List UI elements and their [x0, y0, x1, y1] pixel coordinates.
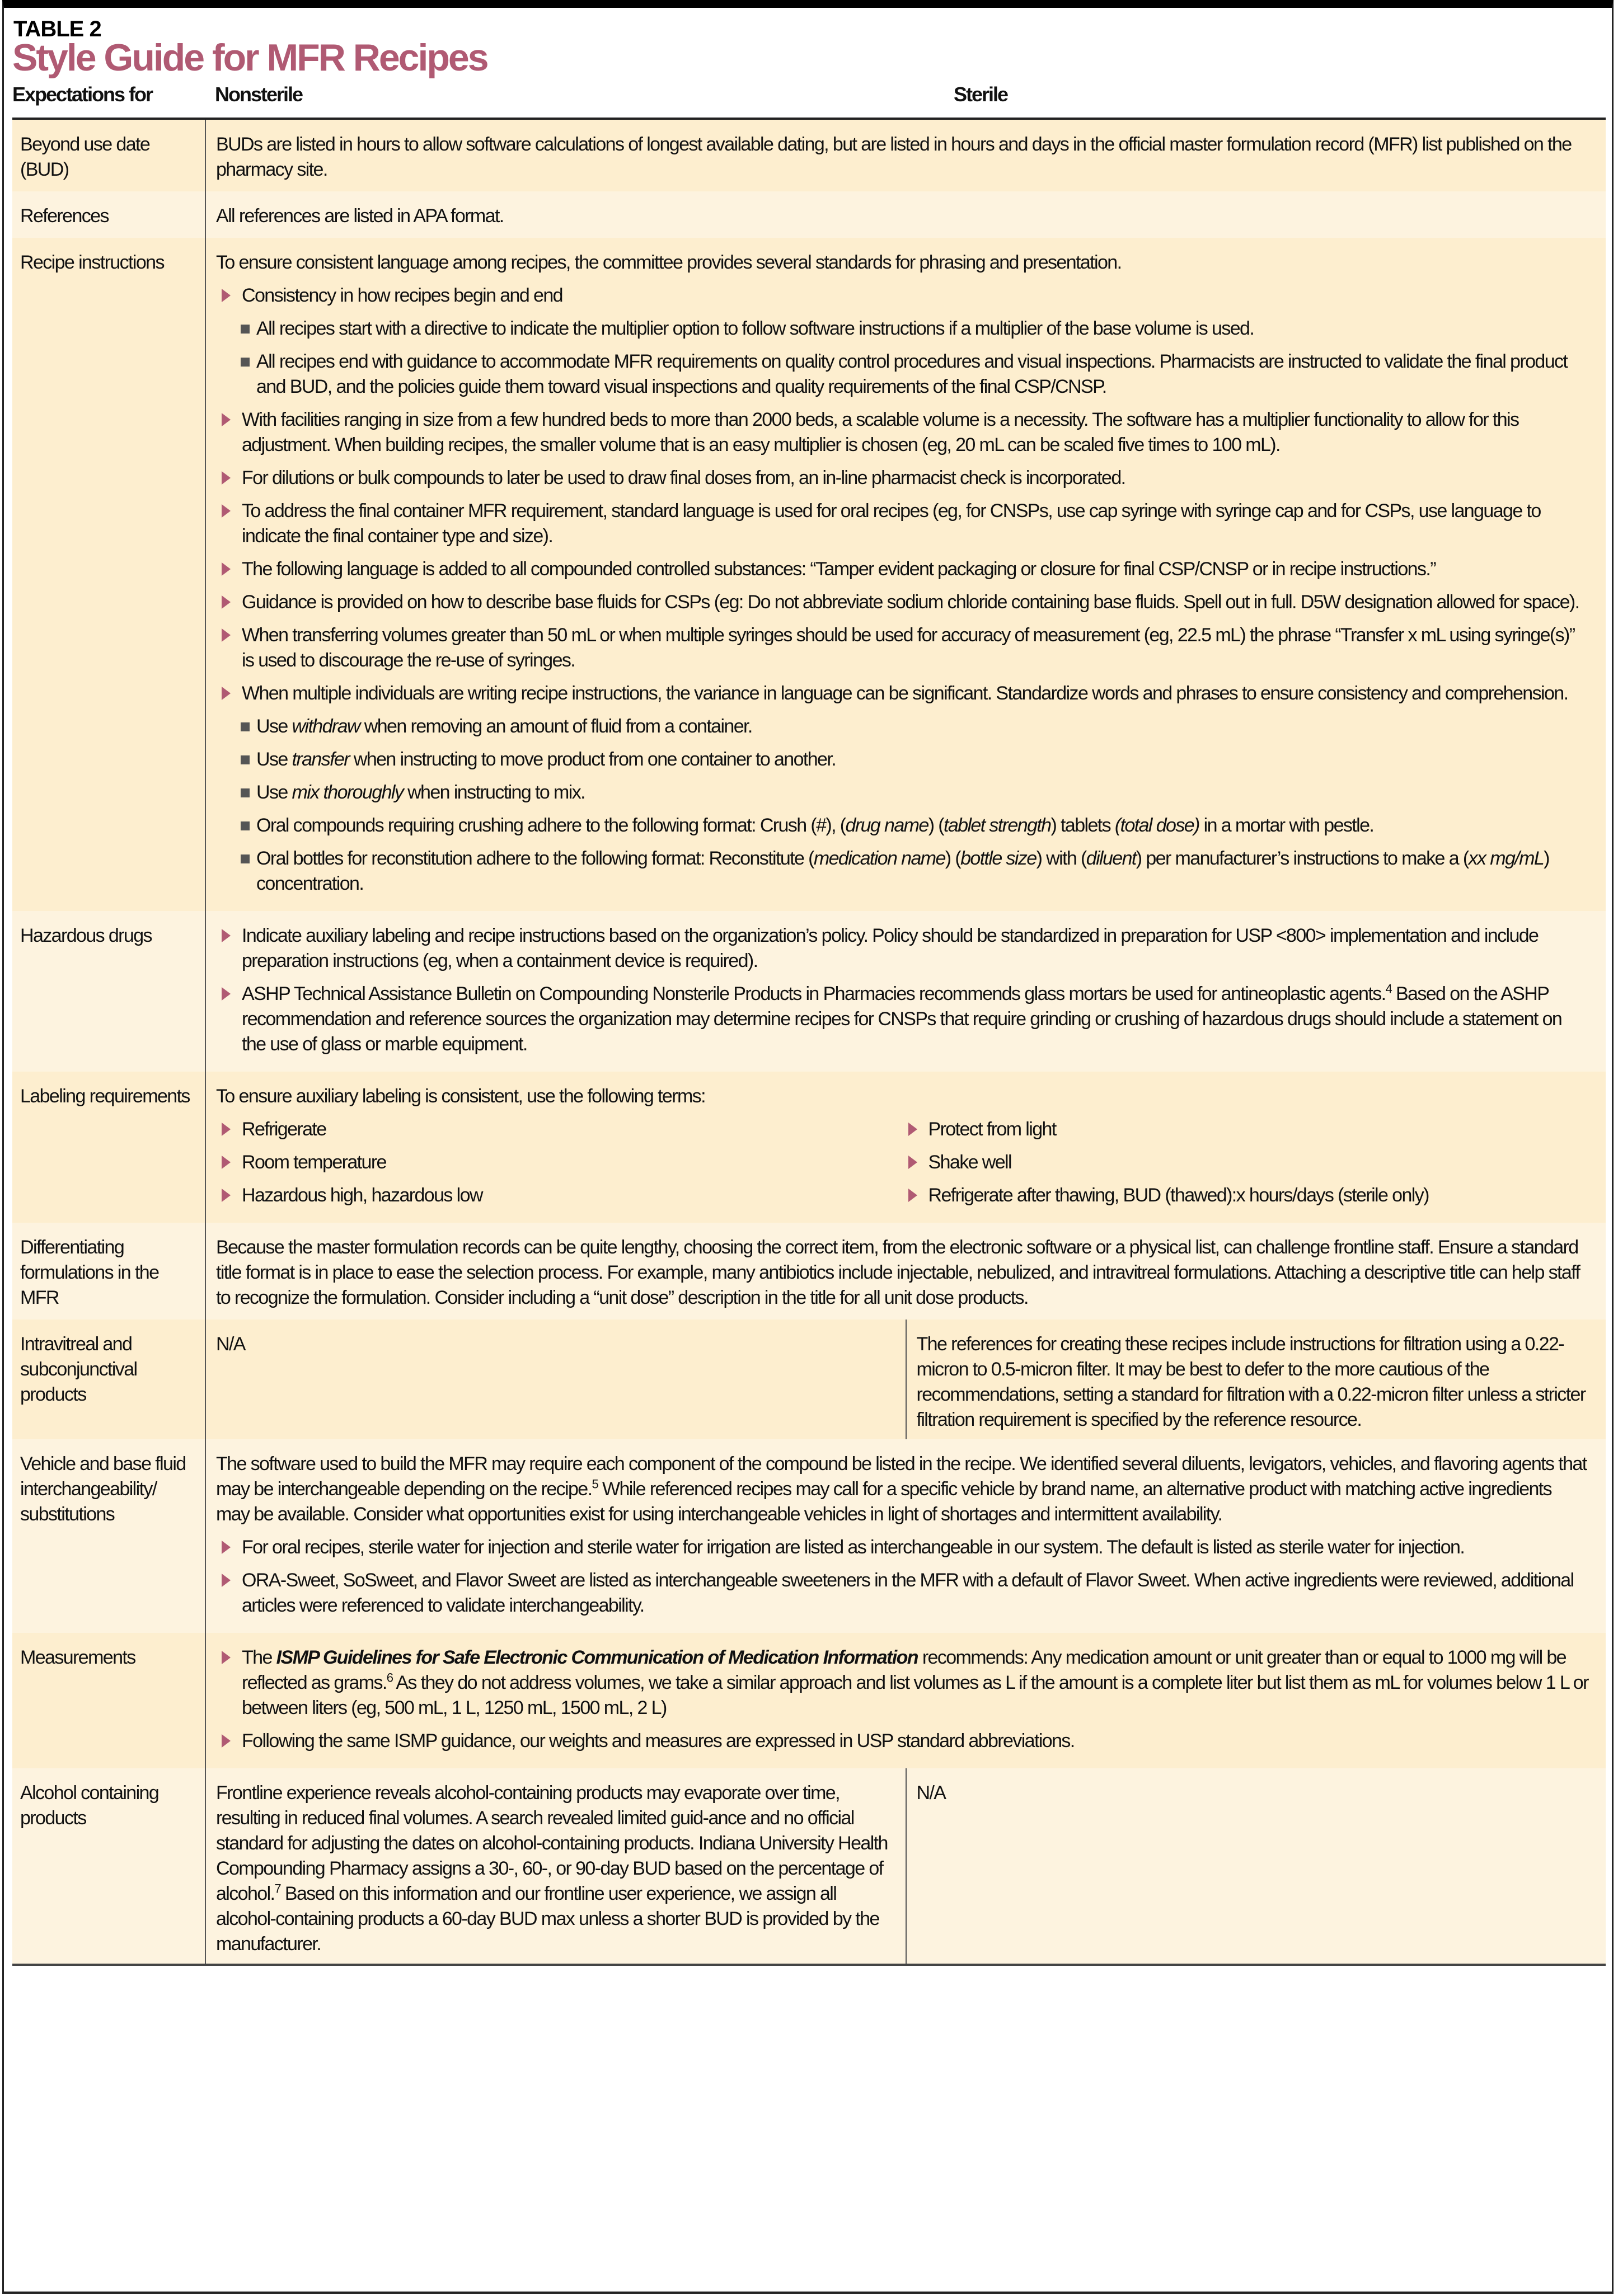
triangle-bullet-icon — [222, 1123, 231, 1136]
square-bullet-icon — [241, 821, 250, 830]
table-row-labeling-requirements — [12, 1072, 1606, 1223]
column-header-expectations: Expectations for — [12, 83, 153, 106]
triangle-bullet-icon — [908, 1189, 917, 1202]
table-row-differentiating-formulations — [12, 1223, 1606, 1320]
row-label: Differentiating formulations in the MFR — [12, 1223, 206, 1320]
guideline-title: ISMP Guidelines for Safe Electronic Communication of Medication Information — [276, 1647, 918, 1668]
table-row-recipe-instructions — [12, 238, 1606, 911]
triangle-bullet-icon — [222, 687, 231, 700]
bullet-text: Indicate auxiliary labeling and recipe instructions based on the organization’s policy. Policy should be standardized in preparation for USP <800> implementation and include preparation instructions (eg, when a containment device is required). — [242, 925, 1539, 971]
row-label: Hazardous drugs — [12, 911, 206, 1072]
alcohol-text-b: Based on this information and our frontline user experience, we assign all alcohol-containing products a 60-day BUD max unless a shorter BUD is provided by the manufacturer. — [216, 1883, 879, 1955]
reference-superscript: 6 — [386, 1670, 393, 1685]
triangle-bullet-icon — [222, 1541, 231, 1554]
table-row-intravitreal — [12, 1320, 1606, 1439]
bullet-text: Based on the ASHP recommendation and reference sources the organization may determine recipes for CNSPs that require grinding or crushing of hazardous drugs should include a statement on the use of glass or marble equipment. — [242, 983, 1562, 1055]
sterile-cell: N/A — [906, 1768, 1606, 1964]
bullet-item — [216, 557, 1589, 582]
bullet-text: when removing an amount of fluid from a container. — [364, 716, 752, 737]
row-body: Because the master formulation records can be quite lengthy, choosing the correct item, from the electronic software or a physical list, can challenge frontline staff. Ensure a standard title format is in place to ease the selection process. For example, many antibiotics include injectable, nebulized, and intravitreal formulations. Attaching a descriptive title can help staff to recognize the formulation. Consider including a “unit dose” description in the title for all unit dose products. — [216, 1237, 1580, 1308]
bullet-text: All recipes end with guidance to accommodate MFR requirements on quality control procedures and visual inspections. Pharmacists are instructed to validate the final product and BUD, and the policies guide them toward visual inspections and quality requirements of the final CSP/CNSP. — [256, 351, 1568, 397]
term-text: Refrigerate — [242, 1119, 326, 1140]
bullet-text: For dilutions or bulk compounds to later be used to draw final doses from, an in-line pharmacist check is incorporated. — [242, 467, 1125, 489]
alcohol-text-a: Frontline experience reveals alcohol-containing products may evaporate over time, resulting in reduced final volumes. A search revealed limited guid-ance and no official standard for adjusting the dates on alcohol-containing products. Indiana University Health Compounding Pharmacy assigns a 30-, 60-, or 90-day BUD based on the percentage of alcohol. — [216, 1782, 888, 1904]
placeholder-diluent: diluent — [1086, 848, 1136, 869]
square-bullet-icon — [241, 358, 250, 367]
sterile-cell: The references for creating these recipes include instructions for filtration using a 0.22-micron to 0.5-micron filter. It may be best to defer to the more cautious of the recommendations, setting a standard for filtration with a 0.22-micron filter unless a stricter filtration requirement is specified by the reference resource. — [906, 1320, 1606, 1439]
triangle-bullet-icon — [222, 1156, 231, 1169]
table-row-hazardous-drugs — [12, 911, 1606, 1072]
reference-superscript: 7 — [274, 1881, 281, 1896]
bullet-text: when instructing to move product from one container to another. — [353, 749, 836, 770]
format-text: ) ( — [945, 848, 961, 869]
placeholder-concentration: xx mg/mL — [1468, 848, 1544, 869]
bullet-item — [216, 407, 1589, 458]
sub-bullet-item — [216, 747, 1589, 772]
bullet-text: when instructing to mix. — [407, 782, 585, 803]
bullet-text: Following the same ISMP guidance, our weights and measures are expressed in USP standard abbreviations. — [242, 1730, 1075, 1752]
triangle-bullet-icon — [222, 1734, 231, 1748]
triangle-bullet-icon — [222, 471, 231, 485]
intro-text — [216, 1452, 1589, 1527]
triangle-bullet-icon — [222, 1651, 231, 1664]
bullet-text: Consistency in how recipes begin and end — [242, 285, 562, 306]
intro-text: To ensure consistent language among recipes, the committee provides several standards for phrasing and presentation. — [216, 252, 1122, 273]
label-term — [216, 1183, 903, 1208]
placeholder-medication-name: medication name — [813, 848, 945, 869]
table-row-measurements — [12, 1633, 1606, 1768]
triangle-bullet-icon — [222, 929, 231, 942]
square-bullet-icon — [241, 788, 250, 797]
row-label: References — [12, 191, 206, 238]
triangle-bullet-icon — [222, 1189, 231, 1202]
term-text: Room temperature — [242, 1152, 386, 1173]
bullet-item — [216, 1729, 1589, 1754]
term-text: Hazardous high, hazardous low — [242, 1185, 482, 1206]
placeholder-total-dose: (total dose) — [1114, 815, 1199, 836]
bullet-item — [216, 982, 1589, 1057]
row-body — [206, 1072, 1606, 1223]
triangle-bullet-icon — [222, 504, 231, 518]
sub-bullet-item — [216, 316, 1589, 341]
nonsterile-cell: N/A — [216, 1334, 245, 1355]
bullet-item — [216, 1645, 1589, 1721]
bullet-item — [216, 1568, 1589, 1618]
triangle-bullet-icon — [222, 628, 231, 642]
bullet-text: Guidance is provided on how to describe base fluids for CSPs (eg: Do not abbreviate sodium chloride containing base fluids. Spell out in full. D5W designation allowed for space). — [242, 591, 1579, 613]
triangle-bullet-icon — [222, 987, 231, 1001]
row-label: Measurements — [12, 1633, 206, 1768]
bullet-text: To address the final container MFR requirement, standard language is used for oral recipes (eg, for CNSPs, use cap syringe with syringe cap and for CSPs, use language to indicate the final container type and size). — [242, 500, 1541, 547]
row-body — [206, 238, 1606, 911]
format-text: ) concentration. — [256, 848, 1549, 894]
term-transfer: transfer — [292, 749, 349, 770]
bullet-item — [216, 681, 1589, 706]
table-row-references — [12, 191, 1606, 238]
label-term — [216, 1117, 903, 1142]
format-text: ) with ( — [1036, 848, 1086, 869]
use-word: Use — [256, 749, 288, 770]
square-bullet-icon — [241, 854, 250, 863]
triangle-bullet-icon — [222, 562, 231, 576]
triangle-bullet-icon — [222, 413, 231, 426]
bullet-text: The — [242, 1647, 276, 1668]
label-terms-list — [216, 1117, 1589, 1216]
row-label: Vehicle and base fluid interchangeability/ substitutions — [12, 1439, 206, 1633]
bullet-text: ASHP Technical Assistance Bulletin on Compounding Nonsterile Products in Pharmacies recommends glass mortars be used for antineoplastic agents. — [242, 983, 1386, 1004]
intro-text-a: The software used to build the MFR may require each component of the compound be listed in the recipe. We identified several diluents, levigators, vehicles, and flavoring agents that may be interchangeable depending on the recipe. — [216, 1453, 1587, 1500]
bullet-item — [216, 590, 1589, 615]
label-term — [216, 1150, 903, 1175]
sub-bullet-item — [216, 780, 1589, 805]
triangle-bullet-icon — [222, 289, 231, 302]
bullet-item — [216, 923, 1589, 974]
row-body — [206, 1633, 1606, 1768]
row-body — [206, 911, 1606, 1072]
nonsterile-cell — [206, 1768, 906, 1964]
row-label: Beyond use date (BUD) — [12, 120, 206, 191]
format-text: Oral bottles for reconstitution adhere to the following format: Reconstitute ( — [256, 848, 814, 869]
term-mix-thoroughly: mix thoroughly — [292, 782, 404, 803]
use-word: Use — [256, 716, 288, 737]
table-row-bud — [12, 120, 1606, 191]
bullet-text: ORA-Sweet, SoSweet, and Flavor Sweet are listed as interchangeable sweeteners in the MFR with a default of Flavor Sweet. When active ingredients were reviewed, additional articles were referenced to validate interchangeability. — [242, 1570, 1574, 1616]
triangle-bullet-icon — [908, 1156, 917, 1169]
bullet-text: As they do not address volumes, we take a similar approach and list volumes as L if the amount is a complete liter but list them as mL for volumes below 1 L or between liters (eg, 500 mL, 1 L, 1250 mL, 1500 mL, 2 L) — [242, 1672, 1588, 1719]
table-number: TABLE 2 — [13, 17, 101, 41]
format-text: ) ( — [928, 815, 944, 836]
row-body: All references are listed in APA format. — [216, 205, 504, 227]
bullet-text: All recipes start with a directive to indicate the multiplier option to follow software instructions if a multiplier of the base volume is used. — [256, 318, 1254, 339]
bullet-text: When transferring volumes greater than 50 mL or when multiple syringes should be used for accuracy of measurement (eg, 22.5 mL) the phrase “Transfer x mL using syringe(s)” is used to discourage the re-use of syringes. — [242, 625, 1575, 671]
bullet-item — [216, 499, 1589, 549]
row-label: Recipe instructions — [12, 238, 206, 911]
bullet-text: The following language is added to all compounded controlled substances: “Tamper evident packaging or closure for final CSP/CNSP or in recipe instructions.” — [242, 558, 1436, 580]
label-term — [903, 1183, 1589, 1208]
table-row-vehicle-interchangeability — [12, 1439, 1606, 1633]
bullet-item — [216, 466, 1589, 491]
format-text: Oral compounds requiring crushing adhere to the following format: Crush (#), ( — [256, 815, 846, 836]
square-bullet-icon — [241, 755, 250, 764]
bullet-item — [216, 283, 1589, 308]
row-body: BUDs are listed in hours to allow software calculations of longest available dating, but are listed in hours and days in the official master formulation record (MFR) list published on the pharmacy site. — [216, 134, 1572, 180]
triangle-bullet-icon — [908, 1123, 917, 1136]
bullet-text: When multiple individuals are writing recipe instructions, the variance in language can be significant. Standardize words and phrases to ensure consistency and comprehension. — [242, 683, 1568, 704]
term-text: Shake well — [928, 1152, 1011, 1173]
row-label: Labeling requirements — [12, 1072, 206, 1223]
page-title: Style Guide for MFR Recipes — [12, 36, 487, 79]
format-text: ) tablets — [1050, 815, 1115, 836]
bullet-text: For oral recipes, sterile water for injection and sterile water for irrigation are listed as interchangeable in our system. The default is listed as sterile water for injection. — [242, 1537, 1465, 1558]
use-word: Use — [256, 782, 288, 803]
term-withdraw: withdraw — [292, 716, 360, 737]
square-bullet-icon — [241, 722, 250, 731]
triangle-bullet-icon — [222, 1574, 231, 1587]
column-header-nonsterile: Nonsterile — [215, 83, 303, 106]
column-header-sterile: Sterile — [954, 83, 1008, 106]
table-row-alcohol-containing — [12, 1768, 1606, 1964]
sub-bullet-item — [216, 846, 1589, 896]
row-label: Intravitreal and subconjunctival products — [12, 1320, 206, 1439]
reference-superscript: 4 — [1385, 982, 1392, 996]
label-term — [903, 1150, 1589, 1175]
bullet-item — [216, 623, 1589, 673]
bullet-item — [216, 1535, 1589, 1560]
placeholder-drug-name: drug name — [845, 815, 928, 836]
intro-text-b: While referenced recipes may call for a specific vehicle by brand name, an alternative product with matching active ingredients may be available. Consider what opportunities exist for using interchangeable vehicles in light of shortages and intermittent availability. — [216, 1478, 1552, 1525]
style-guide-table — [12, 118, 1606, 1966]
bullet-text: With facilities ranging in size from a few hundred beds to more than 2000 beds, a scalable volume is a necessity. The software has a multiplier functionality to allow for this adjustment. When building recipes, the smaller volume that is an easy multiplier is chosen (eg, 20 mL can be scaled five times to 100 mL). — [242, 409, 1519, 456]
sub-bullet-item — [216, 714, 1589, 739]
format-text: ) per manufacturer’s instructions to make a ( — [1136, 848, 1469, 869]
label-term — [903, 1117, 1589, 1142]
intro-text: To ensure auxiliary labeling is consistent, use the following terms: — [216, 1086, 705, 1107]
row-label: Alcohol containing products — [12, 1768, 206, 1964]
placeholder-bottle-size: bottle size — [960, 848, 1037, 869]
sub-bullet-item — [216, 349, 1589, 400]
term-text: Protect from light — [928, 1119, 1056, 1140]
reference-superscript: 5 — [592, 1477, 598, 1491]
triangle-bullet-icon — [222, 595, 231, 609]
sub-bullet-item — [216, 813, 1589, 838]
row-body — [206, 1439, 1606, 1633]
placeholder-tablet-strength: tablet strength — [944, 815, 1051, 836]
term-text: Refrigerate after thawing, BUD (thawed):x hours/days (sterile only) — [928, 1185, 1429, 1206]
square-bullet-icon — [241, 325, 250, 334]
format-text: in a mortar with pestle. — [1199, 815, 1374, 836]
bullet-text: recommends: Any medication amount or unit greater than or equal to 1000 mg will be reflected as grams. — [242, 1647, 1566, 1693]
